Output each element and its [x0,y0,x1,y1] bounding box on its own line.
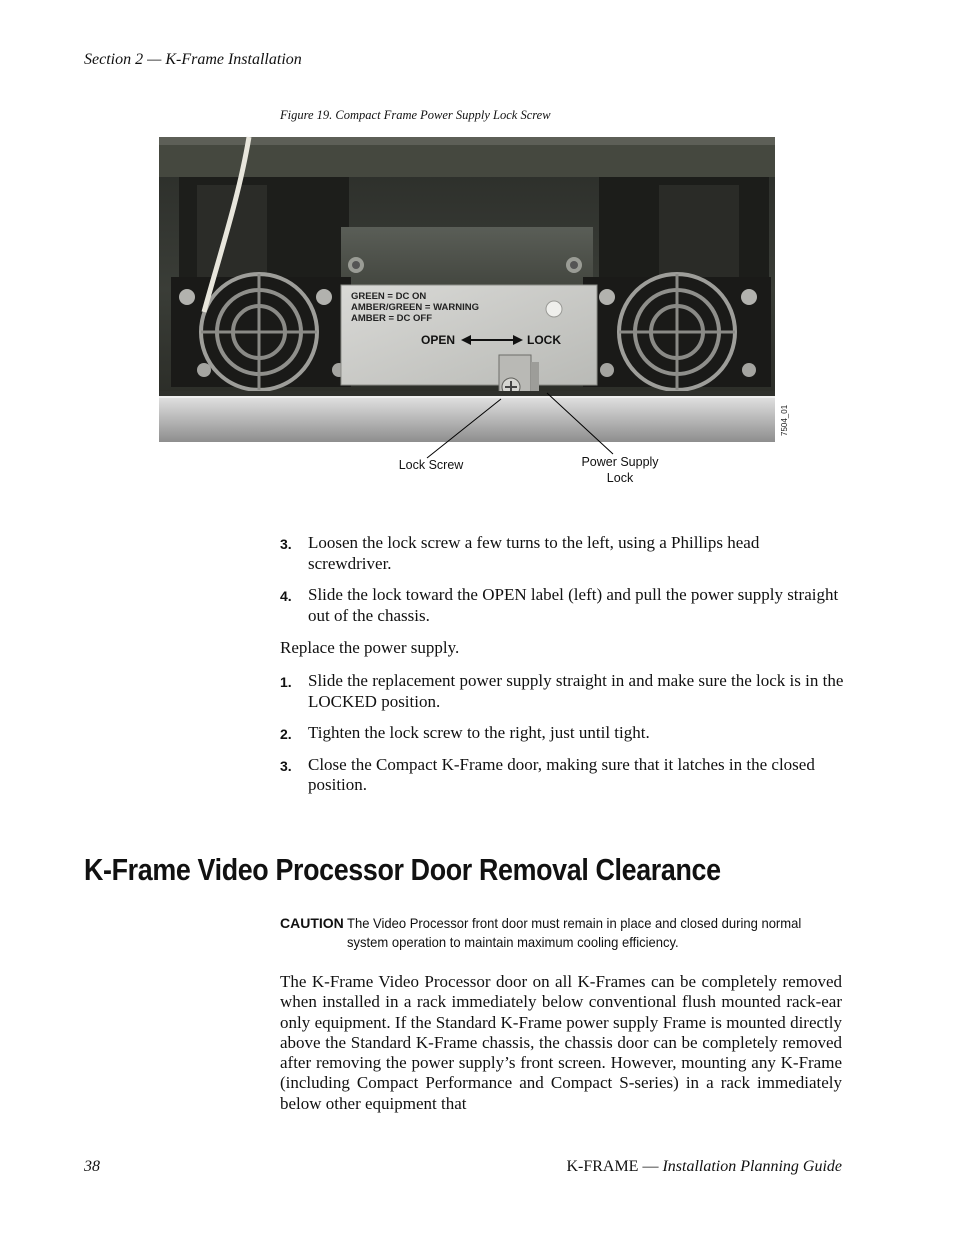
caution-label: CAUTION [280,915,344,931]
footer-doc-title [566,1158,842,1176]
caution-text: The Video Processor front door must remain in place and closed during normal system operation to maintain maximum cooling efficiency. [347,915,802,950]
photo-id: 7504_01 [780,404,789,436]
panel-label-line3: AMBER = DC OFF [351,313,433,324]
step-number: 3. [280,536,292,552]
figure-caption: Figure 19. Compact Frame Power Supply Lock Screw [280,108,551,122]
panel-lock-label: LOCK [527,333,561,347]
callout-lock-screw: Lock Screw [398,458,464,472]
replacement-steps [280,671,845,807]
step-text: Loosen the lock screw a few turns to the left, using a Phillips head screwdriver. [308,533,760,573]
list-item [280,723,845,744]
step-text: Slide the replacement power supply straight in and make sure the lock is in the LOCKED position. [308,671,844,711]
door-clearance-paragraph: The K-Frame Video Processor door on all K-Frames can be completely removed when installed in a rack immediately below conventional flush mounted rack-ear only equipment. If the Standard K-Frame power supply Frame is mounted directly above the Standard K-Frame chassis, the chassis door can be completely removed after removing the power supply’s front screen. However, mounting any K-Frame (including Compact Performance and Compact S-series) in a rack immediately below other equipment that [280,972,842,1113]
list-item [280,533,845,574]
list-item [280,585,845,626]
callout-power-supply-lock: Power Supply Lock [581,455,659,485]
footer-separator: — [642,1158,659,1175]
panel-label-line1: GREEN = DC ON [351,291,427,302]
running-header: Section 2 — K-Frame Installation [84,51,302,68]
section-heading: K-Frame Video Processor Door Removal Clearance [84,853,721,887]
step-number: 3. [280,757,292,774]
panel-open-label: OPEN [421,333,456,347]
list-item [280,671,845,712]
power-supply-photo [159,137,789,442]
footer-doc-subtitle: Installation Planning Guide [662,1158,842,1175]
footer-doc-name: K-FRAME [566,1158,639,1175]
list-item [280,755,845,796]
replace-intro: Replace the power supply. [280,638,460,657]
step-text: Slide the lock toward the OPEN label (left) and pull the power supply straight out of the chassis. [308,585,839,625]
page-number: 38 [84,1158,100,1175]
step-text: Tighten the lock screw to the right, just until tight. [308,723,650,742]
caution-note [280,914,840,952]
step-number: 2. [280,726,292,742]
step-text: Close the Compact K-Frame door, making sure that it latches in the closed position. [308,754,815,794]
panel-label-line2: AMBER/GREEN = WARNING [351,302,479,313]
removal-steps [280,533,845,637]
step-number: 4. [280,588,292,604]
step-number: 1. [280,674,292,690]
